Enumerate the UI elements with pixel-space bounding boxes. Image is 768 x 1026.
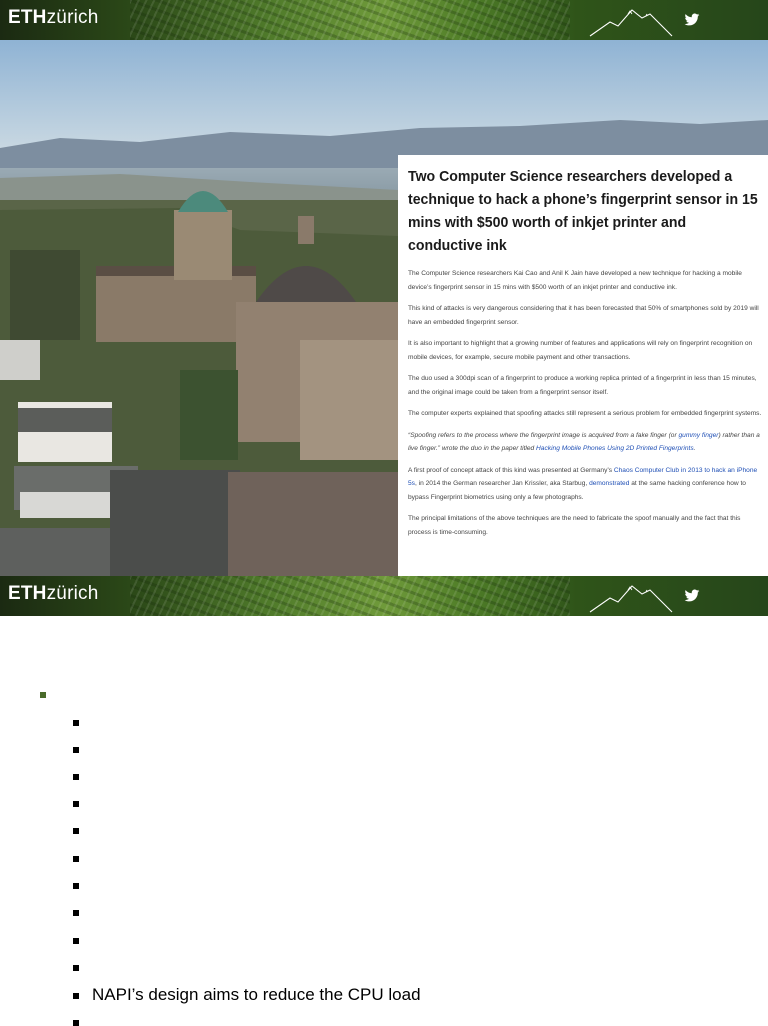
bullet-marker	[73, 774, 79, 780]
article-paragraph: This kind of attacks is very dangerous considering that it has been forecasted that 50% of smartphones sold by 2019 will have an embedded fingerprint sensor.	[408, 305, 759, 326]
bullet-marker	[73, 938, 79, 944]
alpine-texture	[130, 576, 570, 616]
bullet-marker	[73, 1020, 79, 1026]
paper-link[interactable]: Hacking Mobile Phones Using 2D Printed Fingerprints	[536, 445, 694, 452]
bullet-marker	[73, 856, 79, 862]
article-paragraph: The Computer Science researchers Kai Cao and Anil K Jain have developed a new technique for hacking a mobile device’s fingerprint sensor in 15 mins with $500 worth of an inkjet printer and conductive ink.	[408, 270, 742, 291]
gummy-finger-link[interactable]: gummy finger	[678, 431, 719, 439]
bullet-marker	[73, 720, 79, 726]
twitter-icon[interactable]	[684, 589, 700, 603]
bullet-marker	[73, 993, 79, 999]
article-paragraph: The duo used a 300dpi scan of a fingerprint to produce a working replica printed of a fingerprint in less than 15 minutes, and the original image could be taken from a fingerprint sensor itself.	[408, 375, 757, 396]
bullet-text: NAPI’s design aims to reduce the CPU load	[92, 985, 421, 1004]
article-paragraph: The computer experts explained that spoofing attacks still represent a serious problem for embedded fingerprint systems.	[408, 410, 762, 417]
chaos-computer-club-link[interactable]: Chaos Computer Club in 2013 to hack an iPhone 5s	[408, 466, 758, 487]
eth-zurich-logo[interactable]: ETHzürich	[8, 583, 99, 604]
article-title: Two Computer Science researchers developed a technique to hack a phone’s fingerprint sensor in 15 mins with $500 worth of inkjet printer and conductive ink	[408, 168, 758, 254]
bullet-marker	[73, 801, 79, 807]
eth-zurich-logo[interactable]: ETHzürich	[8, 7, 99, 28]
eth-header-bar	[0, 0, 768, 40]
article-quote: “Spoofing refers to the process where the fingerprint image is acquired from a fake finger (or gummy finger) rather than a live finger.” wrote the duo in the paper titled Hacking Mobile Phones Using 2D Printed Fingerprints.	[408, 431, 760, 452]
bullet-marker	[73, 965, 79, 971]
mountain-sketch-icon	[588, 580, 674, 614]
article-paragraph: A first proof of concept attack of this kind was presented at Germany’s Chaos Computer Club in 2013 to hack an iPhone 5s, in 2014 the German researcher Jan Krissler, aka Starbug, demonstrated at the same hacking conference how to bypass Fingerprint biometrics using only a few photographs.	[408, 466, 758, 501]
article-paragraph: The principal limitations of the above techniques are the need to fabricate the spoof manually and the fact that this process is time-consuming.	[408, 515, 741, 536]
bullet-marker	[73, 910, 79, 916]
bullet-marker	[73, 747, 79, 753]
bullet-marker	[73, 828, 79, 834]
twitter-icon[interactable]	[684, 13, 700, 27]
demonstrated-link[interactable]: demonstrated	[589, 480, 630, 487]
eth-footer-bar	[0, 576, 768, 616]
mountain-sketch-icon	[588, 4, 674, 38]
article-paragraph: It is also important to highlight that a growing number of features and applications will rely on fingerprint recognition on mobile devices, for example, secure mobile payment and other transactions.	[408, 340, 753, 361]
bullet-marker	[73, 883, 79, 889]
article-card	[398, 155, 768, 576]
eth-campus-photo	[0, 40, 768, 576]
alpine-texture	[130, 0, 570, 40]
bullet-marker	[40, 692, 46, 698]
